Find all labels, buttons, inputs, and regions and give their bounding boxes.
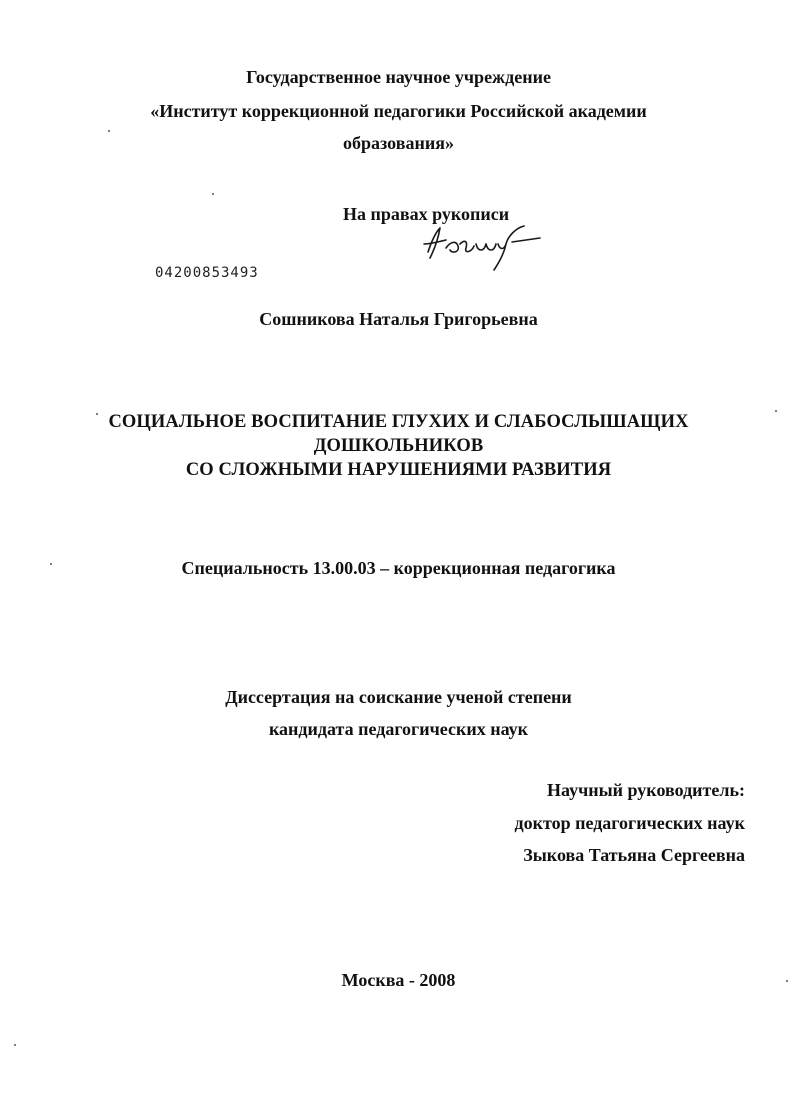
- institution-line-1: Государственное научное учреждение: [246, 67, 551, 87]
- degree-line-2: кандидата педагогических наук: [268, 719, 529, 739]
- scan-speck: [96, 413, 98, 415]
- supervisor-label: Научный руководитель:: [547, 780, 745, 800]
- institution-line-2: «Институт коррекционной педагогики Российской академии: [150, 101, 647, 121]
- author-signature: [420, 218, 550, 274]
- author-name: Сошникова Наталья Григорьевна: [259, 309, 538, 329]
- city-year: Москва - 2008: [341, 970, 456, 990]
- scan-speck: [14, 1044, 16, 1046]
- archive-number: 04200853493: [155, 265, 259, 281]
- scan-speck: [108, 130, 110, 132]
- thesis-title-line-1: СОЦИАЛЬНОЕ ВОСПИТАНИЕ ГЛУХИХ И СЛАБОСЛЫШАЩИХ: [108, 412, 689, 432]
- specialty: Специальность 13.00.03 – коррекционная педагогика: [181, 558, 616, 578]
- supervisor-degree: доктор педагогических наук: [514, 813, 745, 833]
- manuscript-rights-label: На правах рукописи: [343, 204, 510, 224]
- degree-line-1: Диссертация на соискание ученой степени: [225, 687, 572, 707]
- supervisor-name: Зыкова Татьяна Сергеевна: [523, 845, 745, 865]
- thesis-title-line-2: ДОШКОЛЬНИКОВ: [313, 436, 484, 456]
- scan-speck: [775, 410, 777, 412]
- scan-speck: [212, 193, 214, 195]
- scan-speck: [50, 563, 52, 565]
- thesis-title-line-3: СО СЛОЖНЫМИ НАРУШЕНИЯМИ РАЗВИТИЯ: [185, 460, 612, 480]
- institution-line-3: образования»: [343, 133, 454, 153]
- scan-speck: [786, 980, 788, 982]
